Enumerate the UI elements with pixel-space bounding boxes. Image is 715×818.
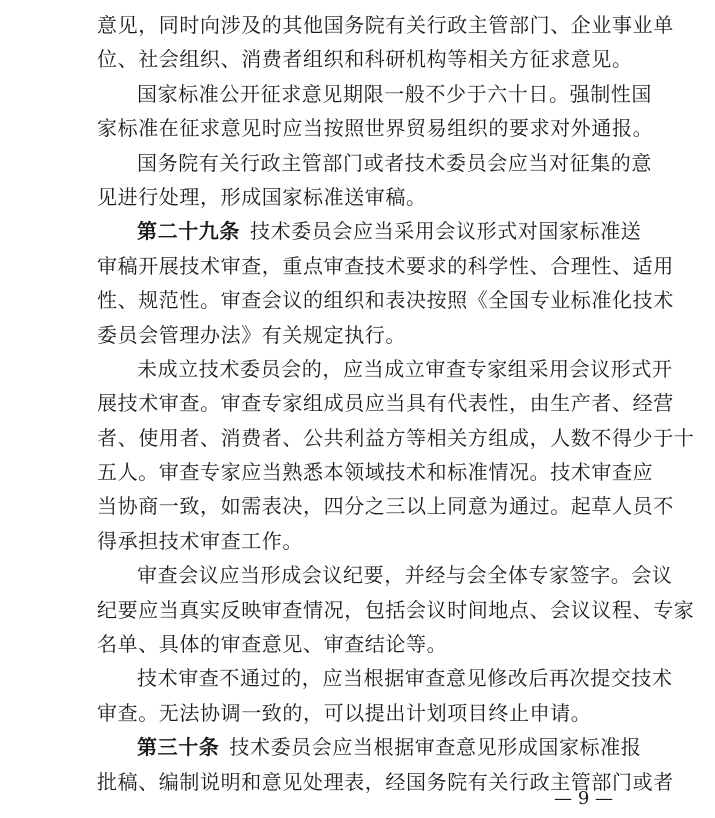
document-body	[97, 8, 695, 799]
body-line: 性、规范性。审查会议的组织和表决按照《全国专业标准化技术	[97, 288, 674, 313]
page-number: — 9 —	[554, 788, 613, 809]
body-line: 见进行处理，形成国家标准送审稿。	[97, 184, 427, 209]
article-30-first-line	[97, 730, 642, 764]
body-line: 家标准在征求意见时应当按照世界贸易组织的要求对外通报。	[97, 116, 654, 141]
body-line: 审稿开展技术审查，重点审查技术要求的科学性、合理性、适用	[97, 253, 674, 278]
body-line: 审查。无法协调一致的，可以提出计划项目终止申请。	[97, 700, 592, 725]
body-line: 委员会管理办法》有关规定执行。	[97, 322, 406, 347]
body-line: 意见，同时向涉及的其他国务院有关行政主管部门、企业事业单	[97, 13, 674, 37]
body-line: 技术委员会应当根据审查意见形成国家标准报	[229, 735, 642, 760]
body-line: 技术审查不通过的，应当根据审查意见修改后再次提交技术	[137, 666, 673, 691]
article-29-first-line	[97, 214, 642, 248]
article-29-heading: 第二十九条	[137, 219, 240, 244]
body-line: 名单、具体的审查意见、审查结论等。	[97, 632, 448, 657]
article-30-heading: 第三十条	[137, 735, 220, 760]
body-line: 技术委员会应当采用会议形式对国家标准送	[250, 219, 642, 244]
body-line: 纪要应当真实反映审查情况，包括会议时间地点、会议议程、专家	[97, 597, 695, 622]
body-line: 当协商一致，如需表决，四分之三以上同意为通过。起草人员不	[97, 494, 674, 519]
body-line: 得承担技术审查工作。	[97, 528, 303, 553]
body-line: 展技术审查。审查专家组成员应当具有代表性，由生产者、经营	[97, 391, 674, 416]
body-line: 国务院有关行政主管部门或者技术委员会应当对征集的意	[137, 150, 652, 175]
body-line: 国家标准公开征求意见期限一般不少于六十日。强制性国	[137, 81, 652, 106]
body-line: 审查会议应当形成会议纪要，并经与会全体专家签字。会议	[137, 563, 673, 588]
body-line: 批稿、编制说明和意见处理表，经国务院有关行政主管部门或者	[97, 769, 674, 794]
body-line: 者、使用者、消费者、公共利益方等相关方组成，人数不得少于十	[97, 425, 695, 450]
body-line: 五人。审查专家应当熟悉本领域技术和标准情况。技术审查应	[97, 460, 654, 485]
body-line: 位、社会组织、消费者组织和科研机构等相关方征求意见。	[97, 47, 633, 72]
body-line: 未成立技术委员会的，应当成立审查专家组采用会议形式开	[137, 356, 673, 381]
